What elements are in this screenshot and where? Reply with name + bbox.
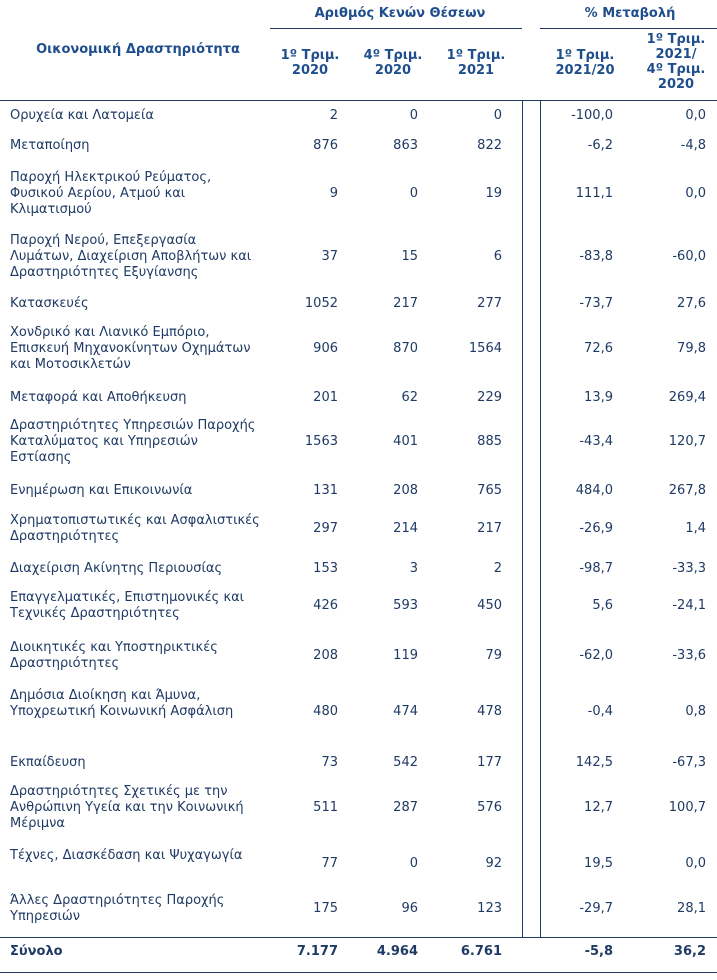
change-group-underline — [540, 28, 717, 29]
value-q4-2020: 208 — [393, 483, 418, 498]
value-q4-2020: 401 — [393, 434, 418, 449]
value-q1-2020: 9 — [329, 186, 338, 201]
value-q1-2020: 201 — [313, 390, 338, 405]
value-q1-2021: 92 — [485, 856, 502, 871]
change-yoy: 19,5 — [584, 856, 613, 871]
change-yoy: 111,1 — [575, 186, 613, 201]
change-qoq: 0,0 — [685, 186, 706, 201]
change-yoy: -83,8 — [579, 249, 613, 264]
activity-label: Άλλες Δραστηριότητες Παροχής Υπηρεσιών — [10, 893, 225, 924]
value-q4-2020: 0 — [409, 856, 418, 871]
change-yoy: 142,5 — [575, 755, 613, 770]
activity-label: Κατασκευές — [10, 296, 89, 311]
value-q1-2020: 208 — [313, 648, 338, 663]
value-q4-2020: 0 — [409, 186, 418, 201]
value-q1-2021: 123 — [477, 901, 502, 916]
value-q4-2020: 96 — [401, 901, 418, 916]
activity-label: Παροχή Ηλεκτρικού Ρεύματος, Φυσικού Αερίου, Ατμού και Κλιματισμού — [10, 170, 212, 217]
value-q1-2021: 217 — [477, 521, 502, 536]
value-q1-2021: 450 — [477, 598, 502, 613]
change-qoq: 28,1 — [677, 901, 706, 916]
change-yoy: 72,6 — [584, 341, 613, 356]
activity-label: Διοικητικές και Υποστηρικτικές Δραστηριότητες — [10, 640, 218, 671]
value-q1-2021: 177 — [477, 755, 502, 770]
value-q1-2020: 131 — [313, 483, 338, 498]
activity-label: Χονδρικό και Λιανικό Εμπόριο, Επισκευή Μηχανοκίνητων Οχημάτων και Μοτοσικλετών — [10, 325, 251, 372]
value-q1-2020: 426 — [313, 598, 338, 613]
col-header-q1-2021: 1º Τριμ. 2021 — [446, 48, 506, 78]
value-q1-2021: 1564 — [468, 341, 502, 356]
change-qoq: 100,7 — [668, 800, 706, 815]
change-qoq: -67,3 — [672, 755, 706, 770]
activity-label: Παροχή Νερού, Επεξεργασία Λυμάτων, Διαχείριση Αποβλήτων και Δραστηριότητες Εξυγίανσης — [10, 233, 252, 280]
value-q1-2021: 0 — [493, 108, 502, 123]
value-q1-2021: 885 — [477, 434, 502, 449]
total-bottom-rule — [0, 972, 717, 973]
change-qoq: -33,6 — [672, 648, 706, 663]
separator-left — [522, 100, 523, 938]
change-qoq: -24,1 — [672, 598, 706, 613]
total-q1-2021: 6.761 — [460, 944, 502, 959]
value-q1-2020: 297 — [313, 521, 338, 536]
value-q1-2020: 153 — [313, 561, 338, 576]
value-q1-2020: 77 — [321, 856, 338, 871]
value-q1-2021: 229 — [477, 390, 502, 405]
total-change-yoy: -5,8 — [584, 944, 613, 959]
value-q1-2020: 1563 — [304, 434, 338, 449]
total-q1-2020: 7.177 — [296, 944, 338, 959]
total-label: Σύνολο — [10, 944, 63, 959]
change-yoy: -43,4 — [579, 434, 613, 449]
value-q4-2020: 3 — [409, 561, 418, 576]
total-q4-2020: 4.964 — [376, 944, 418, 959]
value-q4-2020: 593 — [393, 598, 418, 613]
change-qoq: 0,0 — [685, 856, 706, 871]
value-q4-2020: 119 — [393, 648, 418, 663]
value-q1-2021: 576 — [477, 800, 502, 815]
change-yoy: 5,6 — [592, 598, 613, 613]
total-top-rule — [0, 937, 717, 938]
activity-column-header: Οικονομική Δραστηριότητα — [36, 42, 240, 57]
header-bottom-rule — [0, 100, 717, 101]
activity-label: Ενημέρωση και Επικοινωνία — [10, 483, 193, 498]
change-qoq: 120,7 — [668, 434, 706, 449]
value-q1-2020: 175 — [313, 901, 338, 916]
value-q1-2021: 19 — [485, 186, 502, 201]
activity-label: Τέχνες, Διασκέδαση και Ψυχαγωγία — [10, 848, 243, 863]
value-q4-2020: 870 — [393, 341, 418, 356]
change-yoy: -26,9 — [579, 521, 613, 536]
total-row — [0, 944, 717, 964]
value-q1-2020: 73 — [321, 755, 338, 770]
activity-label: Μεταποίηση — [10, 138, 90, 153]
value-q1-2020: 906 — [313, 341, 338, 356]
value-q4-2020: 0 — [409, 108, 418, 123]
change-qoq: -60,0 — [672, 249, 706, 264]
value-q1-2021: 765 — [477, 483, 502, 498]
value-q1-2020: 37 — [321, 249, 338, 264]
activity-label: Επαγγελματικές, Επιστημονικές και Τεχνικές Δραστηριότητες — [10, 590, 245, 621]
vacancies-group-header: Αριθμός Κενών Θέσεων — [314, 6, 486, 21]
activity-label: Δραστηριότητες Σχετικές με την Ανθρώπινη Υγεία και την Κοινωνική Μέριμνα — [10, 784, 244, 831]
activity-label: Διαχείριση Ακίνητης Περιουσίας — [10, 561, 223, 576]
activity-label: Μεταφορά και Αποθήκευση — [10, 390, 187, 405]
change-qoq: 269,4 — [668, 390, 706, 405]
change-group-header: % Μεταβολή — [584, 6, 676, 21]
activity-label: Δημόσια Διοίκηση και Άμυνα, Υποχρεωτική Κοινωνική Ασφάλιση — [10, 688, 234, 719]
value-q1-2020: 2 — [329, 108, 338, 123]
change-yoy: -6,2 — [587, 138, 613, 153]
change-qoq: 1,4 — [685, 521, 706, 536]
change-qoq: -4,8 — [680, 138, 706, 153]
value-q1-2021: 2 — [493, 561, 502, 576]
change-qoq: 267,8 — [668, 483, 706, 498]
change-yoy: -98,7 — [579, 561, 613, 576]
value-q4-2020: 542 — [393, 755, 418, 770]
col-header-q4-2020: 4º Τριμ. 2020 — [363, 48, 423, 78]
change-qoq: 79,8 — [677, 341, 706, 356]
value-q1-2021: 478 — [477, 704, 502, 719]
change-yoy: -62,0 — [579, 648, 613, 663]
change-yoy: 12,7 — [584, 800, 613, 815]
value-q1-2020: 876 — [313, 138, 338, 153]
value-q4-2020: 287 — [393, 800, 418, 815]
change-yoy: -73,7 — [579, 296, 613, 311]
change-qoq: -33,3 — [672, 561, 706, 576]
vacancies-group-underline — [270, 28, 522, 29]
value-q4-2020: 62 — [401, 390, 418, 405]
col-header-change-yoy: 1º Τριμ. 2021/20 — [555, 48, 615, 78]
value-q4-2020: 217 — [393, 296, 418, 311]
value-q4-2020: 214 — [393, 521, 418, 536]
value-q1-2020: 1052 — [304, 296, 338, 311]
value-q1-2021: 822 — [477, 138, 502, 153]
value-q1-2020: 480 — [313, 704, 338, 719]
value-q4-2020: 863 — [393, 138, 418, 153]
change-yoy: -100,0 — [571, 108, 613, 123]
change-qoq: 0,8 — [685, 704, 706, 719]
activity-label: Ορυχεία και Λατομεία — [10, 108, 154, 123]
value-q1-2021: 6 — [493, 249, 502, 264]
value-q1-2021: 79 — [485, 648, 502, 663]
change-qoq: 0,0 — [685, 108, 706, 123]
activity-label: Εκπαίδευση — [10, 755, 86, 770]
total-change-qoq: 36,2 — [673, 944, 706, 959]
activity-label: Δραστηριότητες Υπηρεσιών Παροχής Καταλύματος και Υπηρεσιών Εστίασης — [10, 418, 256, 465]
col-header-q1-2020: 1º Τριμ. 2020 — [280, 48, 340, 78]
change-yoy: -0,4 — [587, 704, 613, 719]
value-q4-2020: 474 — [393, 704, 418, 719]
change-qoq: 27,6 — [677, 296, 706, 311]
value-q1-2020: 511 — [313, 800, 338, 815]
change-yoy: 484,0 — [575, 483, 613, 498]
activity-label: Χρηματοπιστωτικές και Ασφαλιστικές Δραστηριότητες — [10, 513, 260, 544]
value-q1-2021: 277 — [477, 296, 502, 311]
change-yoy: -29,7 — [579, 901, 613, 916]
col-header-change-qoq: 1º Τριμ. 2021/ 4º Τριμ. 2020 — [646, 32, 706, 92]
value-q4-2020: 15 — [401, 249, 418, 264]
change-yoy: 13,9 — [584, 390, 613, 405]
